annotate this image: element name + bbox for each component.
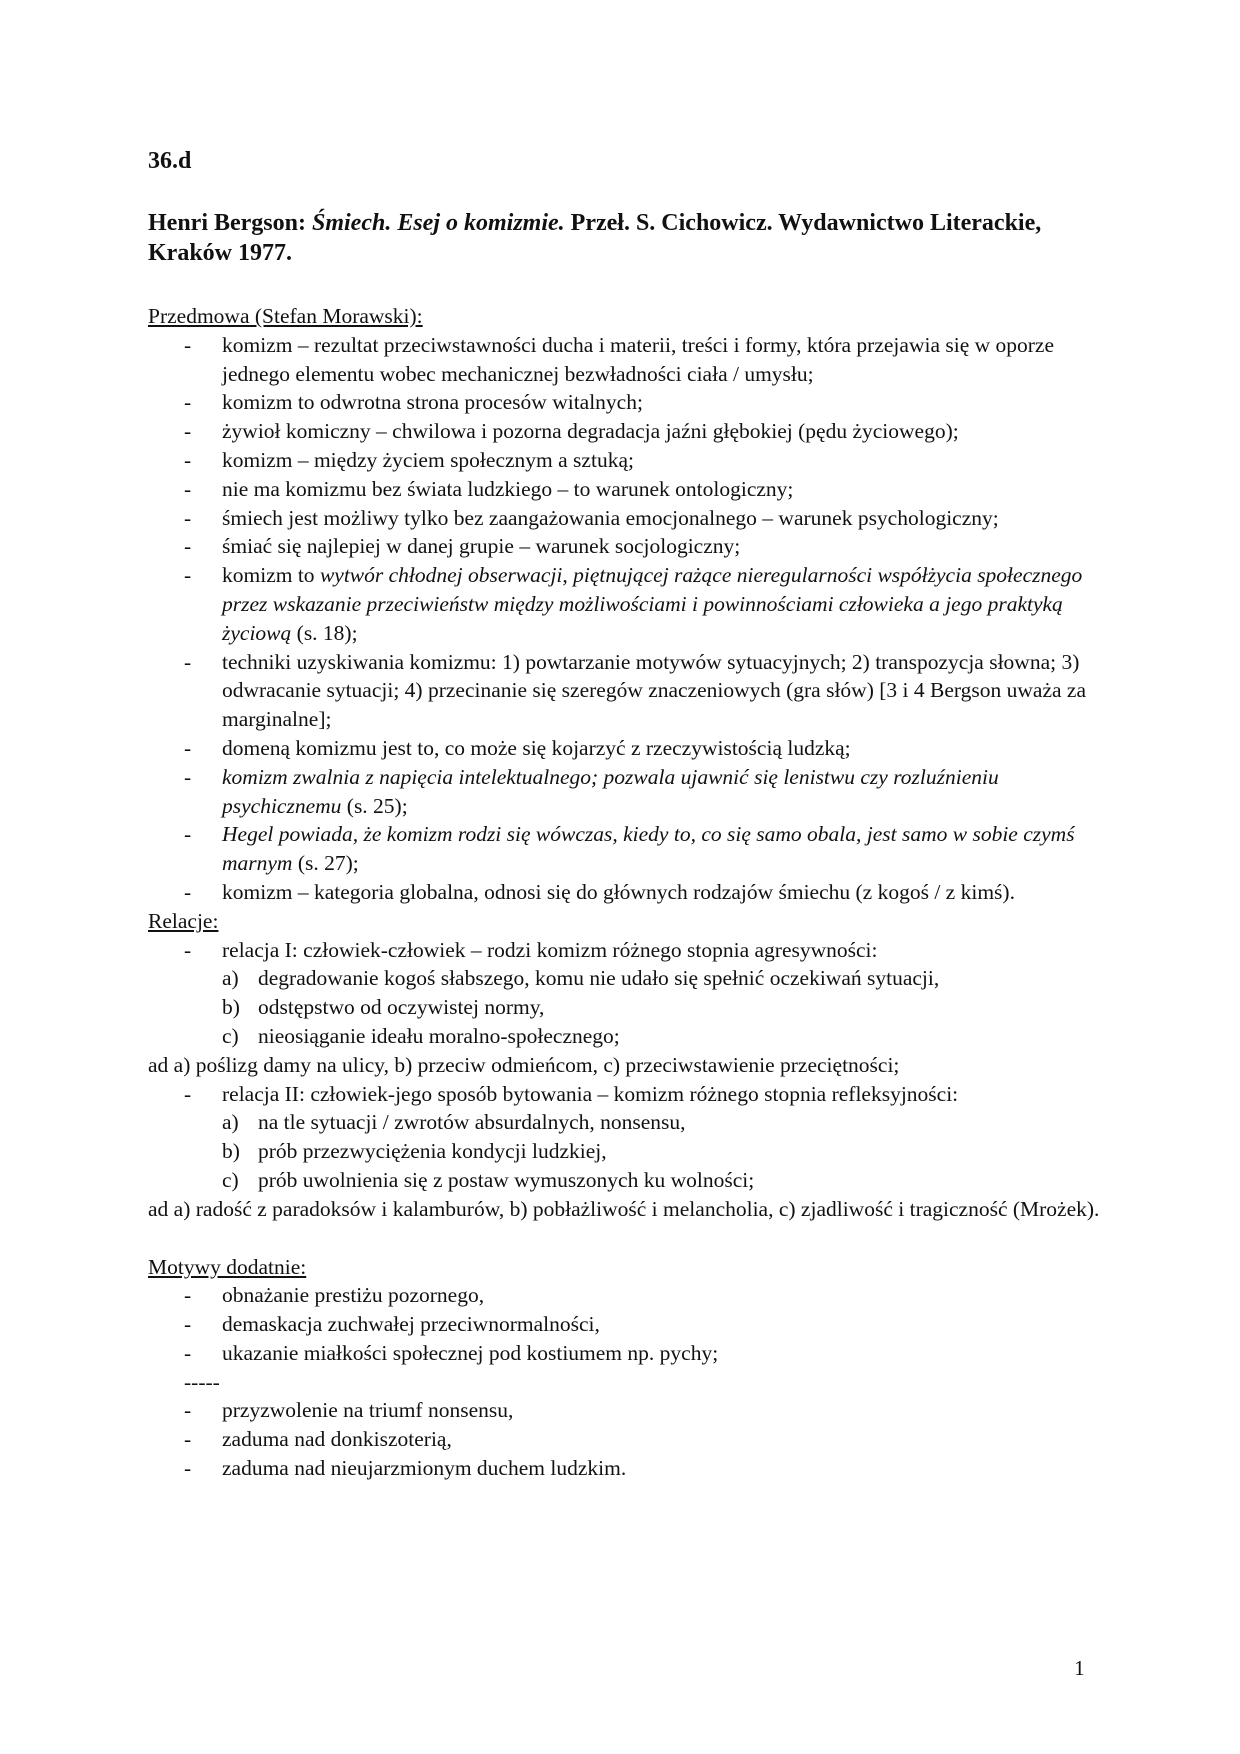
list-item: - komizm to odwrotna strona procesów witalnych; <box>148 388 1100 417</box>
list-item: - obnażanie prestiżu pozornego, <box>148 1281 1100 1310</box>
list-item: - komizm – między życiem społecznym a sztuką; <box>148 446 1100 475</box>
page-number: 1 <box>1074 1656 1085 1680</box>
list-item <box>148 763 1100 821</box>
list-item: - relacja II: człowiek-jego sposób bytowania – komizm różnego stopnia refleksyjności: <box>148 1080 1100 1109</box>
relacje-ad-note-1: ad a) poślizg damy na ulicy, b) przeciw odmieńcom, c) przeciwstawienie przeciętności; <box>148 1052 900 1077</box>
sub-item-text: prób przezwyciężenia kondycji ludzkiej, <box>258 1139 607 1164</box>
item-quote: wytwór chłodnej obserwacji, piętnującej rażące nieregularności współżycia społecznego przez wskazanie przeciwieństw między możliwościami i powinnościami człowieka a jego praktyką życiową <box>222 563 1083 645</box>
motywy-list-a <box>148 1281 1100 1367</box>
list-item: - komizm – kategoria globalna, odnosi się do głównych rodzajów śmiechu (z kogoś / z kimś). <box>148 878 1100 907</box>
list-item: - relacja I: człowiek-człowiek – rodzi komizm różnego stopnia agresywności: <box>148 936 1100 965</box>
sub-item-marker: a) <box>222 966 239 991</box>
sub-item <box>148 1022 1100 1051</box>
list-item: - przyzwolenie na triumf nonsensu, <box>148 1396 1100 1425</box>
sub-item-text: degradowanie kogoś słabszego, komu nie udało się spełnić oczekiwań sytuacji, <box>258 966 940 991</box>
sub-item <box>148 964 1100 993</box>
title-author: Henri Bergson: <box>148 210 312 236</box>
item-text: komizm to <box>222 563 320 588</box>
relacje-sublist-2 <box>148 1108 1100 1194</box>
list-item: - zaduma nad nieujarzmionym duchem ludzkim. <box>148 1454 1100 1483</box>
relacje-ad-note-2: ad a) radość z paradoksów i kalamburów, b) pobłażliwość i melancholia, c) zjadliwość i tragiczność (Mrożek). <box>148 1196 1100 1221</box>
sub-item-text: na tle sytuacji / zwrotów absurdalnych, nonsensu, <box>258 1110 686 1135</box>
list-item: - demaskacja zuchwałej przeciwnormalności, <box>148 1310 1100 1339</box>
list-item: - techniki uzyskiwania komizmu: 1) powtarzanie motywów sytuacyjnych; 2) transpozycja słowna; 3) odwracanie sytuacji; 4) przecinanie się szeregów znaczeniowych (gra słów) [3 i 4 Bergson uważa za marginalne]; <box>148 648 1100 734</box>
list-item: - nie ma komizmu bez świata ludzkiego – to warunek ontologiczny; <box>148 475 1100 504</box>
item-quote: komizm zwalnia z napięcia intelektualnego; pozwala ujawnić się lenistwu czy rozluźnieniu psychicznemu <box>222 764 999 818</box>
title-rest: Przeł. S. Cichowicz. Wydawnictwo Literackie, Kraków 1977. <box>148 210 1042 266</box>
item-citation: (s. 18); <box>291 620 358 645</box>
motywy-list-b <box>148 1396 1100 1482</box>
list-item <box>148 561 1100 647</box>
sub-item-marker: a) <box>222 1110 239 1135</box>
list-item: - komizm – rezultat przeciwstawności ducha i materii, treści i formy, która przejawia się w oporze jednego elementu wobec mechanicznej bezwładności ciała / umysłu; <box>148 331 1100 389</box>
section-heading-relacje: Relacje: <box>148 908 219 933</box>
item-citation: (s. 27); <box>292 851 359 876</box>
sub-item <box>148 1166 1100 1195</box>
list-item: - śmiech jest możliwy tylko bez zaangażowania emocjonalnego – warunek psychologiczny; <box>148 504 1100 533</box>
list-item: - śmiać się najlepiej w danej grupie – warunek socjologiczny; <box>148 532 1100 561</box>
sub-item-text: odstępstwo od oczywistej normy, <box>258 995 545 1020</box>
relacje-sublist-1 <box>148 964 1100 1050</box>
przedmowa-list <box>148 331 1100 907</box>
list-separator: ----- <box>184 1369 220 1394</box>
sub-item-marker: b) <box>222 995 240 1020</box>
sub-item-marker: b) <box>222 1139 240 1164</box>
document-title <box>148 208 1108 268</box>
sub-item <box>148 993 1100 1022</box>
relacje-list-1 <box>148 936 1100 965</box>
paragraph-gap <box>148 1224 1100 1253</box>
list-item: - żywioł komiczny – chwilowa i pozorna degradacja jaźni głębokiej (pędu życiowego); <box>148 417 1100 446</box>
sub-item <box>148 1137 1100 1166</box>
sub-item-text: nieosiąganie ideału moralno-społecznego; <box>258 1023 620 1048</box>
item-citation: (s. 25); <box>341 793 408 818</box>
document-code: 36.d <box>148 148 192 174</box>
document-body <box>148 302 1100 1483</box>
list-item <box>148 820 1100 878</box>
section-heading-motywy: Motywy dodatnie: <box>148 1254 307 1279</box>
sub-item-text: prób uwolnienia się z postaw wymuszonych ku wolności; <box>258 1167 755 1192</box>
list-item: - ukazanie miałkości społecznej pod kostiumem np. pychy; <box>148 1339 1100 1368</box>
list-item: - domeną komizmu jest to, co może się kojarzyć z rzeczywistością ludzką; <box>148 734 1100 763</box>
item-quote: Hegel powiada, że komizm rodzi się wówczas, kiedy to, co się samo obala, jest samo w sobie czymś marnym <box>222 822 1075 876</box>
section-heading-przedmowa: Przedmowa (Stefan Morawski): <box>148 304 423 328</box>
list-item: - zaduma nad donkiszoterią, <box>148 1425 1100 1454</box>
relacje-list-2 <box>148 1080 1100 1109</box>
sub-item <box>148 1108 1100 1137</box>
sub-item-marker: c) <box>222 1023 239 1048</box>
title-work: Śmiech. Esej o komizmie. <box>311 210 565 236</box>
sub-item-marker: c) <box>222 1167 239 1192</box>
